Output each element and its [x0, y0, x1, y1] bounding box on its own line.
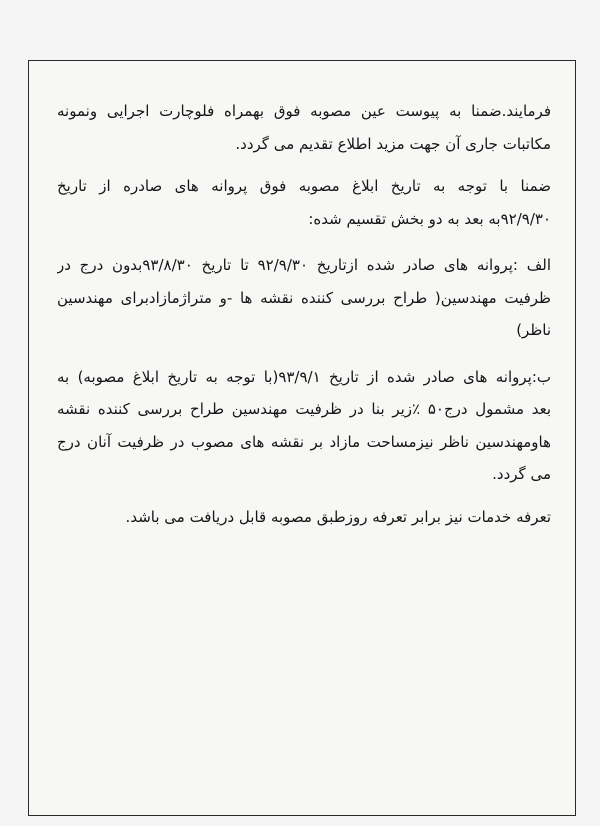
page-frame [28, 60, 576, 816]
paragraph-tariff [57, 501, 551, 534]
paragraph-note [57, 170, 551, 235]
text-line: مکاتبات جاری آن جهت مزید اطلاع تقدیم می گردد. [235, 134, 551, 153]
text-line: ظرفیت مهندسین( طراح بررسی کننده نقشه ها -و متراژمازادبرای مهندسین [57, 288, 551, 307]
text-line: ضمنا با توجه به تاریخ ابلاغ مصوبه فوق پروانه های صادره از تاریخ [57, 177, 551, 195]
paragraph-be [57, 361, 551, 491]
text-line: ناظر) [516, 321, 551, 339]
paragraph-gap [57, 491, 551, 501]
paragraph-intro [57, 95, 551, 160]
paragraph-gap [57, 347, 551, 361]
text-line: هاومهندسین ناظر نیزمساحت مازاد بر نقشه های مصوب در ظرفیت آنان درج [57, 432, 551, 451]
text-line: می گردد. [492, 465, 551, 483]
paragraph-gap [57, 160, 551, 170]
text-line: ۹۲/۹/۳۰به بعد به دو بخش تقسیم شده: [308, 209, 551, 228]
paragraph-gap [57, 235, 551, 249]
text-line: بعد مشمول درج۵۰ ٪زیر بنا در ظرفیت مهندسین طراح بررسی کننده نقشه [57, 400, 551, 418]
text-line: فرمایند.ضمنا به پیوست عین مصوبه فوق بهمراه فلوچارت اجرایی ونمونه [57, 102, 551, 120]
paragraph-alef [57, 249, 551, 347]
text-line: ب:پروانه های صادر شده از تاریخ ۹۳/۹/۱(با توجه به تاریخ ابلاغ مصوبه) به [57, 367, 551, 386]
document-body [57, 95, 551, 533]
text-line: تعرفه خدمات نیز برابر تعرفه روزطبق مصوبه قابل دریافت می باشد. [125, 507, 551, 526]
text-line: الف :پروانه های صادر شده ازتاریخ ۹۲/۹/۳۰ تا تاریخ ۹۳/۸/۳۰بدون درج در [57, 256, 551, 274]
